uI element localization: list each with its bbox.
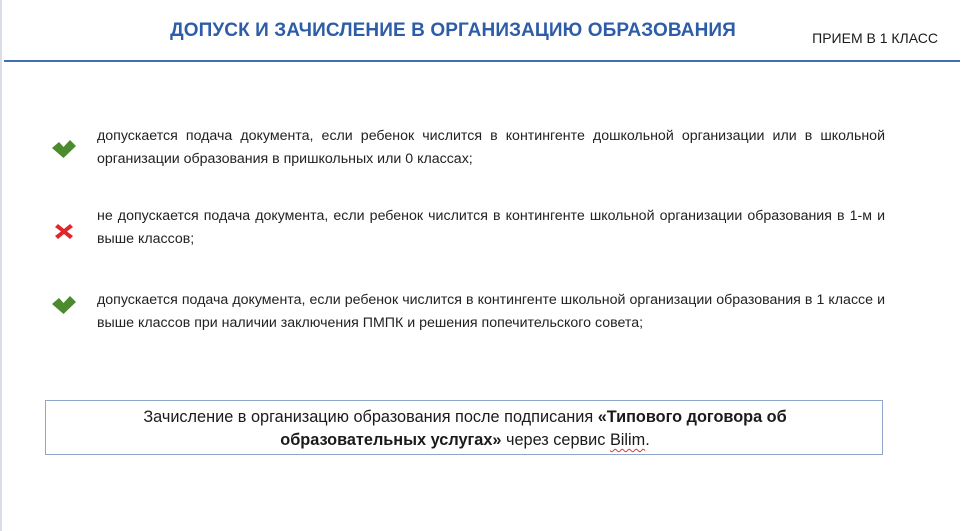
header (0, 0, 962, 62)
contract-name: «Типового договора об образовательных услугах» (280, 408, 787, 449)
cross-icon (50, 219, 78, 243)
check-icon (50, 137, 78, 161)
rule-item-text: допускается подача документа, если ребенок числится в контингенте школьной организации образования в 1 классе и выше классов при наличии заключения ПМПК и решения попечительского совета; (97, 292, 885, 331)
rule-item-text: не допускается подача документа, если ребенок числится в контингенте школьной организации образования в 1-м и выше классов; (97, 208, 885, 247)
header-divider (4, 60, 960, 62)
notice-text-part: Зачисление в организацию образования после подписания (143, 408, 598, 426)
section-tag: ПРИЕМ В 1 КЛАСС (812, 30, 938, 46)
notice-text-part: через сервис (501, 431, 610, 449)
check-icon (50, 293, 78, 317)
left-edge-line (0, 0, 2, 531)
enrollment-notice-box (45, 400, 883, 455)
service-name: Bilim (609, 431, 646, 449)
notice-text-end: . (645, 431, 650, 449)
page-title: ДОПУСК И ЗАЧИСЛЕНИЕ В ОРГАНИЗАЦИЮ ОБРАЗОВАНИЯ (170, 20, 736, 41)
enrollment-notice-text (76, 406, 854, 452)
rule-item-text: допускается подача документа, если ребенок числится в контингенте дошкольной организации или в школьной организации образования в пришкольных или 0 классах; (97, 128, 885, 167)
